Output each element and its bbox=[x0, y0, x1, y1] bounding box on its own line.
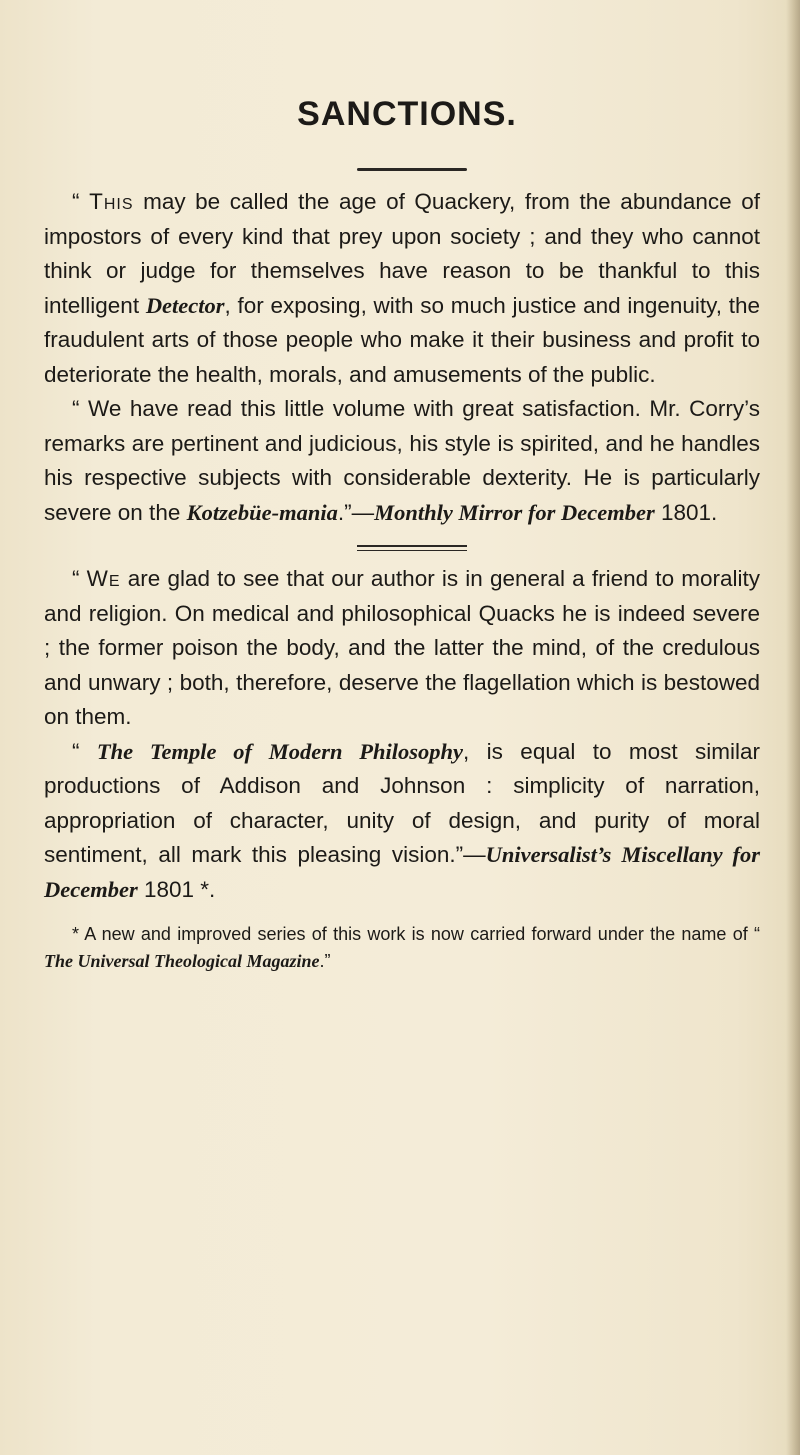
review2-p2-quote: “ bbox=[72, 738, 97, 764]
text-block bbox=[44, 92, 760, 993]
review2-year: 1801 *. bbox=[137, 876, 216, 902]
review2-p2-italic: The Temple of Modern Philosophy bbox=[96, 738, 464, 764]
review2-paragraph2 bbox=[44, 735, 760, 908]
review2-open-quote: “ bbox=[72, 566, 87, 591]
review1-lead-word: This bbox=[89, 189, 134, 214]
review2-p2-text: , is equal to most similar productions of Addison and Johnson : simplicity of narration, appropriation of character, unity of design, and purity of moral sentiment, all mark this pleasing vision.”— bbox=[44, 738, 760, 867]
review1-p2-text2: .”— bbox=[337, 499, 375, 525]
page-edge-shadow bbox=[786, 0, 800, 1455]
review1-p1-text2: , for exposing, with so much justice and ingenuity, the fraudulent arts of those people who make it their business and profit to deteriorate the health, morals, and amusements of the public. bbox=[44, 292, 760, 387]
review2-p1-text: are glad to see that our author is in general a friend to morality and religion. On medical and philosophical Quacks he is indeed severe ; the former poison the body, and the latter the mind, of the credulous and unwary ; both, therefore, deserve the flagellation which is bestowed on them. bbox=[44, 566, 761, 729]
title-rule bbox=[357, 168, 467, 171]
review2-source: Universalist’s Miscellany for December bbox=[44, 842, 760, 902]
page-title: SANCTIONS. bbox=[297, 95, 517, 133]
section-rule bbox=[357, 542, 467, 556]
review2-lead-word: We bbox=[86, 566, 121, 591]
footnote bbox=[44, 921, 760, 975]
review1-p1-italic: Detector bbox=[145, 292, 225, 318]
review1-source: Monthly Mirror for December bbox=[374, 499, 655, 525]
review1-p2-italic: Kotzebüe-mania bbox=[186, 499, 338, 525]
review1-p1-text: may be called the age of Quackery, from the abundance of impostors of every kind that prey upon society ; and they who cannot think or judge for themselves have reason to be thankful to this intelligent bbox=[44, 189, 760, 318]
footnote-italic: The Universal Theological Magazine bbox=[44, 951, 320, 971]
footnote-close: .” bbox=[319, 951, 331, 971]
review1-p2-text: “ We have read this little volume with great satisfaction. Mr. Corry’s remarks are pertinent and judicious, his style is spirited, and he handles his respective subjects with considerable dexterity. He is particularly severe on the bbox=[44, 396, 760, 525]
footnote-marker: * bbox=[72, 924, 85, 944]
review1-paragraph2 bbox=[44, 392, 760, 530]
review1-open-quote: “ bbox=[72, 189, 90, 214]
review2-paragraph1 bbox=[44, 562, 760, 735]
footnote-text: A new and improved series of this work is now carried forward under the name of “ bbox=[84, 924, 760, 944]
review1-paragraph1 bbox=[44, 185, 760, 392]
review1-year: 1801. bbox=[654, 499, 718, 525]
